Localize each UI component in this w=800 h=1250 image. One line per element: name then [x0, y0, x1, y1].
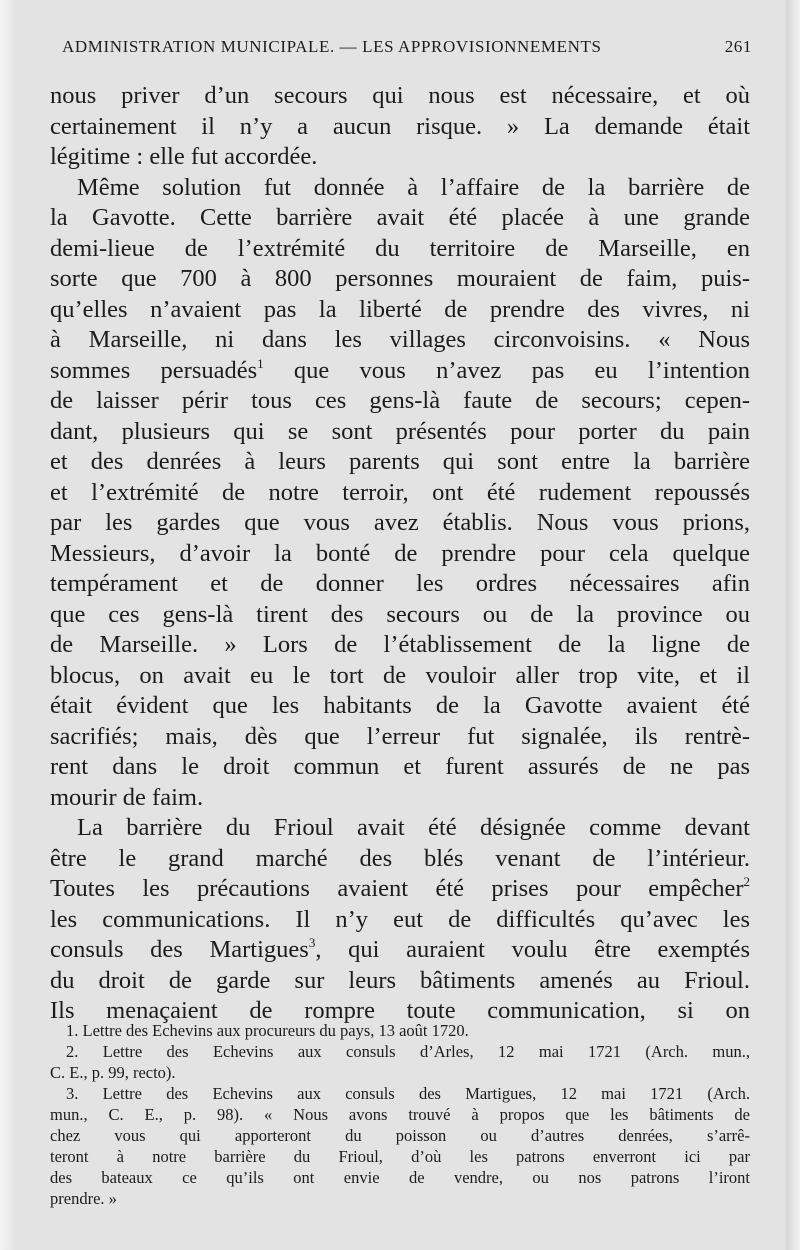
text-line-with-note-ref [50, 356, 750, 387]
text-fragment: sommes persuadés [50, 356, 258, 384]
text-fragment: Toutes les précautions avaient été prises pour empêcher [50, 875, 744, 902]
text-line: blocus, on avait eu le tort de vouloir aller trop vite, et il [50, 661, 750, 689]
text-fragment: consuls des Martigues [50, 936, 309, 963]
footnote-ref-3: 3 [308, 935, 316, 950]
footnote-line: mun., C. E., p. 98). « Nous avons trouvé à propos que les bâtiments de [50, 1105, 750, 1124]
footnote-ref-2: 2 [743, 874, 750, 889]
text-fragment: , qui auraient voulu être exemptés [315, 936, 750, 963]
text-line: que ces gens-là tirent des secours ou de la province ou [50, 600, 750, 628]
footnotes [50, 1020, 750, 1209]
text-line: mourir de faim. [50, 783, 204, 811]
text-fragment: que vous n’avez pas eu l’intention [263, 356, 750, 384]
text-line: nous priver d’un secours qui nous est nécessaire, et où [50, 82, 750, 109]
text-line: était évident que les habitants de la Gavotte avaient été [50, 692, 750, 719]
footnote-1: 1. Lettre des Echevins aux procureurs du pays, 13 août 1720. [66, 1021, 469, 1040]
text-line: et l’extrémité de notre terroir, ont été rudement repoussés [50, 478, 750, 506]
text-line: dant, plusieurs qui se sont présentés pour porter du pain [50, 417, 750, 445]
text-line: et des denrées à leurs parents qui sont entre la barrière [50, 448, 750, 475]
text-line: Même solution fut donnée à l’affaire de la barrière de [77, 173, 750, 201]
text-line-with-note-ref [50, 935, 750, 966]
main-text [50, 81, 750, 1027]
text-line: la Gavotte. Cette barrière avait été placée à une grande [50, 204, 750, 231]
text-line: qu’elles n’avaient pas la liberté de prendre des vivres, ni [50, 295, 750, 323]
text-line: La barrière du Frioul avait été désignée comme devant [77, 814, 750, 841]
page-left-margin-shadow [0, 0, 16, 1250]
text-line: tempérament et de donner les ordres nécessaires afin [50, 570, 750, 597]
text-line: légitime : elle fut accordée. [50, 143, 318, 170]
text-line: Messieurs, d’avoir la bonté de prendre pour cela quelque [50, 539, 750, 567]
text-line: du droit de garde sur leurs bâtiments amenés au Frioul. [50, 966, 750, 994]
footnote-line: prendre. » [50, 1189, 117, 1208]
text-line: de laisser périr tous ces gens-là faute de secours; cepen- [50, 387, 750, 414]
text-line: rent dans le droit commun et furent assurés de ne pas [50, 753, 750, 780]
footnote-line: teront à notre barrière du Frioul, d’où les patrons enverront ici par [50, 1147, 750, 1166]
footnote-3: 3. Lettre des Echevins aux consuls des Martigues, 12 mai 1721 (Arch. [66, 1084, 750, 1103]
text-line: sorte que 700 à 800 personnes mouraient de faim, puis- [50, 265, 750, 292]
text-line: certainement il n’y a aucun risque. » La demande était [50, 112, 750, 140]
text-line-with-note-ref [50, 874, 750, 905]
page-number: 261 [724, 37, 752, 56]
text-line: de Marseille. » Lors de l’établissement de la ligne de [50, 631, 750, 658]
text-line: par les gardes que vous avez établis. Nous vous prions, [50, 509, 750, 536]
text-line: demi-lieue de l’extrémité du territoire de Marseille, en [50, 234, 750, 262]
text-line: être le grand marché des blés venant de l’intérieur. [50, 844, 750, 872]
running-head-title: ADMINISTRATION MUNICIPALE. — LES APPROVISIONNEMENTS [62, 37, 602, 56]
running-head [62, 37, 752, 61]
text-line: sacrifiés; mais, dès que l’erreur fut signalée, ils rentrè- [50, 722, 750, 750]
footnote-line: des bateaux ce qu’ils ont envie de vendre, ou nos patrons l’iront [50, 1168, 750, 1187]
footnote-ref-1: 1 [257, 355, 264, 371]
footnote-line: chez vous qui apporteront du poisson ou d’autres denrées, s’arrê- [50, 1126, 750, 1145]
footnote-line: C. E., p. 99, recto). [50, 1063, 176, 1082]
text-line: à Marseille, ni dans les villages circonvoisins. « Nous [50, 326, 750, 353]
footnote-2: 2. Lettre des Echevins aux consuls d’Arles, 12 mai 1721 (Arch. mun., [66, 1042, 750, 1061]
text-line: Ils menaçaient de rompre toute communication, si on [50, 997, 750, 1024]
text-line: les communications. Il n’y eut de difficultés qu’avec les [50, 905, 750, 933]
page-right-margin-shadow [786, 0, 800, 1250]
